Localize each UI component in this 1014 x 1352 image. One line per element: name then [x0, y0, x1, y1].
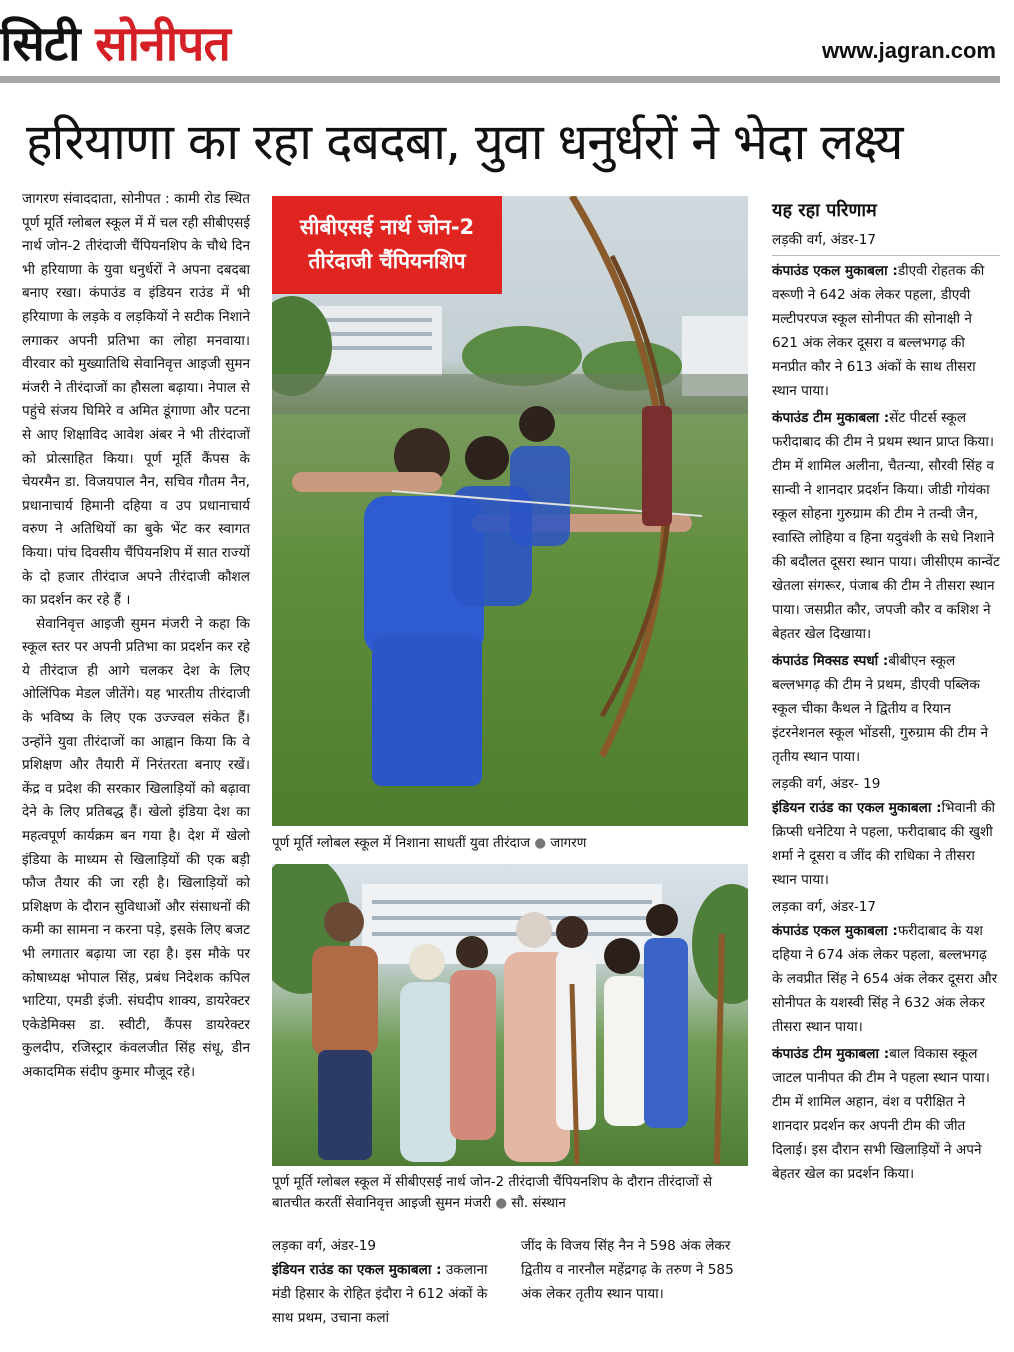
category-boys-u19: लड़का वर्ग, अंडर-19 — [272, 1238, 377, 1254]
masthead-rule — [0, 76, 1000, 83]
officials-photo — [272, 864, 748, 1166]
result-item — [772, 1042, 1000, 1186]
result-item — [772, 919, 1000, 1039]
result-label: कंपाउंड टीम मुकाबला : — [772, 410, 890, 426]
result-item — [772, 406, 1000, 646]
article-paragraph-1: जागरण संवाददाता, सोनीपत : कामी रोड स्थित पूर्ण मूर्ति ग्लोबल स्कूल में में चल रही सीबीएसई नार्थ जोन-2 तीरंदाजी चैंपियनशिप के चौथे दिन भी हरियाणा के युवा धनुर्धरों ने अपना दबदबा बनाए रखा। कंपाउंड व इंडियन राउंड में भी हरियाणा के लड़के व लड़कियों ने सटीक निशाने लगाकर अपनी प्रतिभा का लोहा मनवाया। वीरवार को मुख्यातिथि सेवानिवृत्त आइजी सुमन मंजरी ने तीरंदाजों का हौसला बढ़ाया। नेपाल से पहुंचे संजय घिमिरे व अमित डूंगाणा और पटना से आए शिक्षाविद आवेश अंबर ने भी तीरंदाजों को प्रोत्साहित किया। पूर्ण मूर्ति कैंपस के चेयरमैन डा. विजयपाल नैन, सचिव गौतम नैन, प्रधानाचार्य हिमानी दहिया व उप प्रधानाचार्य वरुण ने अतिथियों का बुके भेंट कर स्वागत किया। पांच दिवसीय चैंपियनशिप में सात राज्यों के दो हजार तीरंदाज अपने तीरंदाजी कौशल का प्रदर्शन कर रहे हैं । — [22, 191, 250, 609]
city-title — [0, 14, 230, 74]
city-prefix: सिटी — [0, 16, 80, 72]
result-item — [772, 796, 1000, 892]
result-label: कंपाउंड एकल मुकाबला : — [772, 263, 898, 279]
result-label: कंपाउंड एकल मुकाबला : — [772, 923, 898, 939]
article-column — [22, 188, 250, 1085]
credit-dot-icon: ● — [495, 1196, 512, 1211]
result-item — [772, 649, 1000, 769]
headline: हरियाणा का रहा दबदबा, युवा धनुर्धरों ने भेदा लक्ष्य — [26, 113, 903, 171]
result-label: कंपाउंड मिक्सड स्पर्धा : — [772, 653, 889, 669]
archers-photo — [272, 196, 748, 826]
result-text: सेंट पीटर्स स्कूल फरीदाबाद की टीम ने प्रथम स्थान प्राप्त किया। टीम में शामिल अलीना, चैतन्या, सौरवी सिंह व सान्वी ने शानदार प्रदर्शन किया। जीडी गोयंका स्कूल सोहना गुरुग्राम की टीम ने तन्वी जैन, स्वास्ति लोहिया व हिना यदुवंशी के सधे निशाने की बदौलत दूसरा स्थान पाया। जीसीएम कान्वेंट खेतला संगरूर, पंजाब की टीम ने तीसरा स्थान पाया। जसप्रीत कौर, जपजी कौर व कशिश ने बेहतर खेल दिखाया। — [772, 410, 1000, 642]
results-category-2: लड़की वर्ग, अंडर- 19 — [772, 776, 881, 792]
badge-line-1: सीबीएसई नार्थ जोन-2 — [299, 215, 475, 239]
result-text-left: उकलाना मंडी हिसार के रोहित इंदौरा ने 612 अंकों के साथ प्रथम, उचाना कलां — [272, 1262, 488, 1326]
result-label: इंडियन राउंड का एकल मुकाबला : — [772, 800, 942, 816]
website-url: www.jagran.com — [821, 38, 996, 63]
photo1-caption-text: पूर्ण मूर्ति ग्लोबल स्कूल में निशाना साधतीं युवा तीरंदाज — [272, 836, 531, 851]
photo1-credit: जागरण — [550, 836, 587, 851]
below-photo-left-column — [272, 1234, 500, 1330]
result-text: फरीदाबाद के यश दहिया ने 674 अंक लेकर पहला, बल्लभगढ़ के लवप्रीत सिंह ने 654 अंक लेकर दूसरा और सोनीपत के यशस्वी सिंह ने 632 अंक लेकर तीसरा स्थान पाया। — [772, 923, 998, 1035]
results-column — [772, 196, 1000, 1189]
results-category-1: लड़की वर्ग, अंडर-17 — [772, 232, 877, 248]
result-text: भिवानी की क्रिप्सी धनेटिया ने पहला, फरीदाबाद की खुशी शर्मा ने दूसरा व जींद की राधिका ने तीसरा स्थान पाया। — [772, 800, 996, 888]
photo2-caption-text: पूर्ण मूर्ति ग्लोबल स्कूल में सीबीएसई नार्थ जोन-2 तीरंदाजी चैंपियनशिप के दौरान तीरंदाजों से बातचीत करतीं सेवानिवृत्त आइजी सुमन मंजरी — [272, 1175, 713, 1211]
archer-back — [452, 406, 570, 606]
archer-front — [292, 428, 692, 786]
article-paragraph-2: सेवानिवृत्त आइजी सुमन मंजरी ने कहा कि स्कूल स्तर पर अपनी प्रतिभा का प्रदर्शन कर रहे ये तीरंदाज ही आगे चलकर देश के लिए ओलिंपिक मेडल जीतेंगे। यह भारतीय तीरंदाजी के भविष्य के लिए एक उज्ज्वल संकेत हैं। उन्होंने युवा तीरंदाजों का आह्वान किया कि वे प्रशिक्षण और तैयारी में निरंतरता बनाए रखें। केंद्र व प्रदेश की सरकार खिलाड़ियों को बढ़ावा देने के लिए प्रतिबद्ध हैं। खेलो इंडिया देश का महत्वपूर्ण कार्यक्रम बन गया है। देश में खेलो इंडिया के माध्यम से खिलाड़ियों की एक बड़ी फौज तैयार की जा रही है। खिलाड़ियों को प्रशिक्षण के दौरान सुविधाओं और संसाधनों की कमी का सामना न करना पड़े, इसके लिए बजट भी लगातार बढ़ाया जा रहा है। इस मौके पर कोषाध्यक्ष भोपाल सिंह, प्रबंध निदेशक कपिल भाटिया, एमडी इंजी. संघदीप शाक्य, डायरेक्टर एकेडेमिक्स डा. स्वीटी, कैंपस डायरेक्टर कुलदीप, रजिस्ट्रार कंवलजीत सिंह संधू, डीन अकादमिक संदीप कुमार मौजूद रहे। — [22, 615, 250, 1080]
photo2-caption — [272, 1172, 748, 1214]
below-photo-right-column — [521, 1234, 749, 1306]
photo1-caption — [272, 833, 748, 854]
result-text: बीबीएन स्कूल बल्लभगढ़ की टीम ने प्रथम, डीएवी पब्लिक स्कूल चीका कैथल ने द्वितीय व रियान इंटरनेशनल स्कूल भोंडसी, गुरुग्राम की टीम ने तृतीय स्थान पाया। — [772, 653, 988, 765]
results-title: यह रहा परिणाम — [772, 200, 877, 221]
result-text-right: जींद के विजय सिंह नैन ने 598 अंक लेकर द्वितीय व नारनौल महेंद्रगढ़ के तरुण ने 585 अंक लेकर तृतीय स्थान पाया। — [521, 1238, 734, 1302]
officials-illustration — [272, 864, 748, 1166]
badge-line-2: तीरंदाजी चैंपियनशिप — [308, 249, 466, 273]
photo2-credit: सौ. संस्थान — [511, 1196, 566, 1211]
result-text: डीएवी रोहतक की वरूणी ने 642 अंक लेकर पहला, डीएवी मल्टीपरपज स्कूल सोनीपत की सोनाक्षी ने 621 अंक लेकर दूसरा व बल्लभगढ़ की मनप्रीत कौर ने 613 अंकों के साथ तीसरा स्थान पाया। — [772, 263, 985, 399]
result-item — [772, 259, 1000, 403]
event-label-indian-round: इंडियन राउंड का एकल मुकाबला : — [272, 1262, 442, 1278]
result-text: बाल विकास स्कूल जाटल पानीपत की टीम ने पहला स्थान पाया। टीम में शामिल अहान, वंश व परीक्षित ने शानदार प्रदर्शन कर अपनी टीम की जीत दिलाई। इस दौरान सभी खिलाड़ियों ने अपने बेहतर खेल का प्रदर्शन किया। — [772, 1046, 990, 1182]
result-label: कंपाउंड टीम मुकाबला : — [772, 1046, 890, 1062]
championship-badge — [272, 196, 502, 294]
masthead — [0, 0, 1014, 86]
divider — [772, 255, 1000, 256]
credit-dot-icon: ● — [534, 836, 551, 851]
city-name: सोनीपत — [95, 16, 230, 72]
results-category-3: लड़का वर्ग, अंडर-17 — [772, 899, 877, 915]
